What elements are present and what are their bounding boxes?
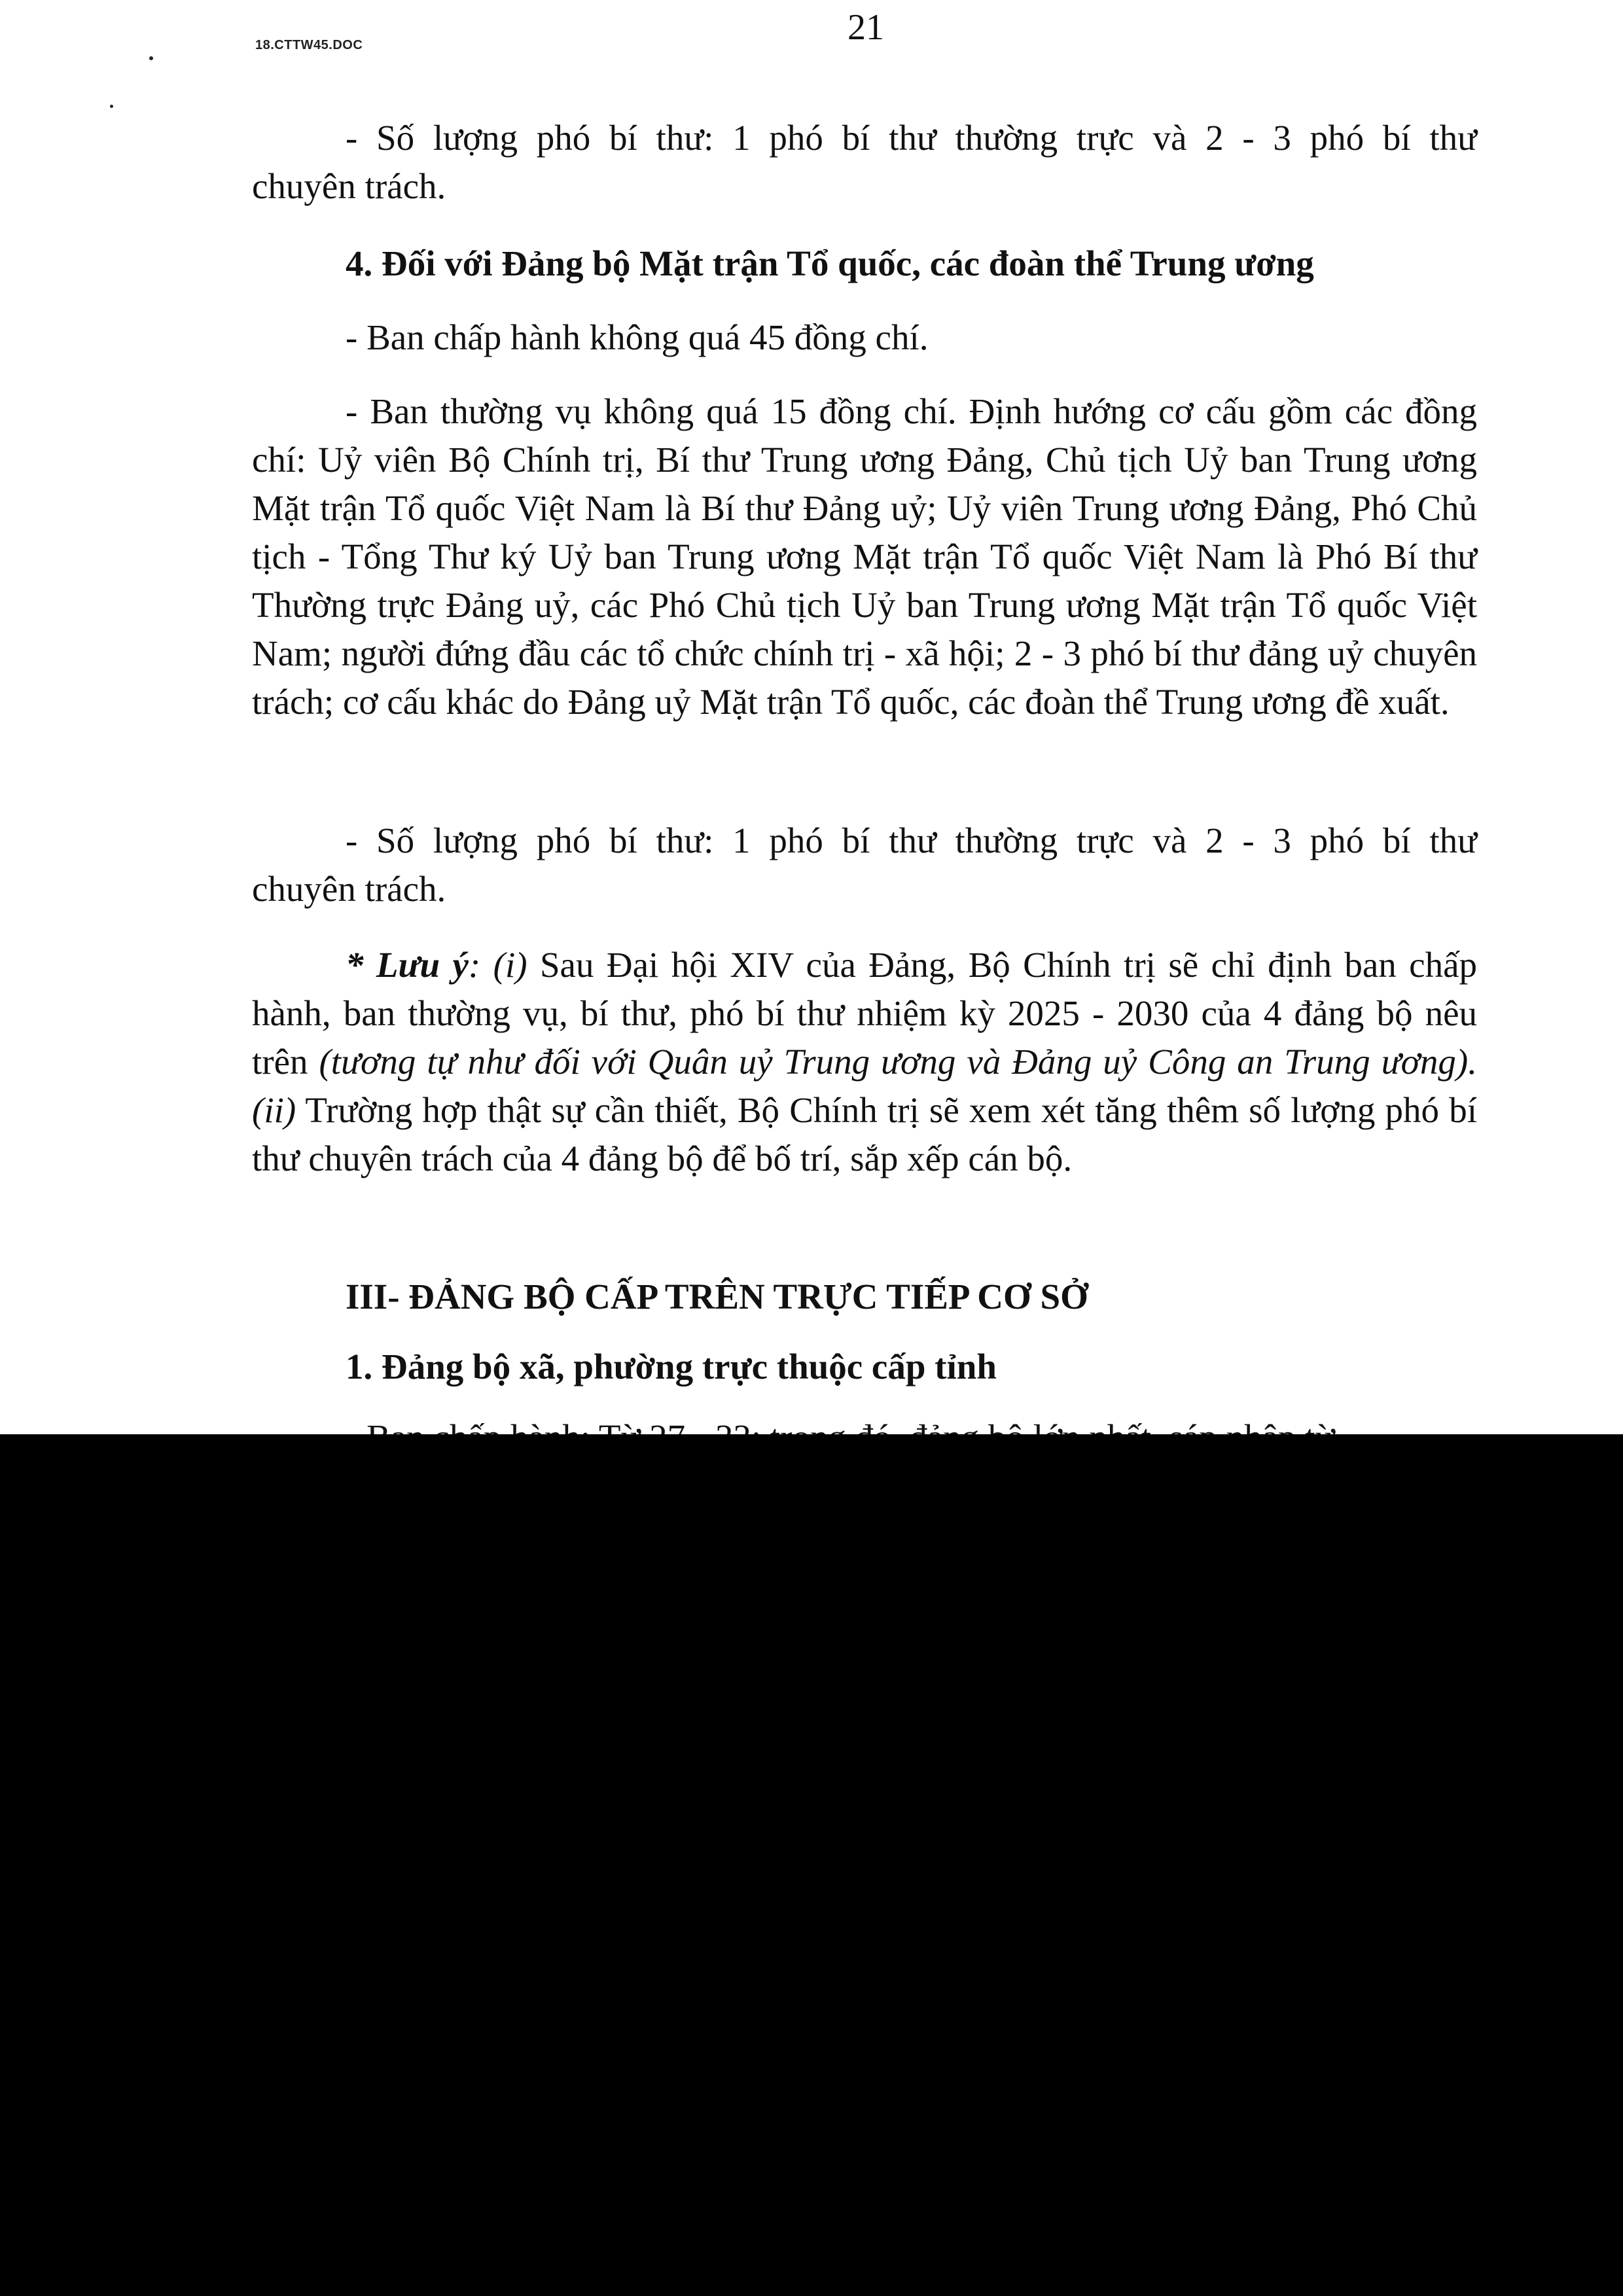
scan-speck xyxy=(110,105,113,108)
note-part-ii-text: Trường hợp thật sự cần thiết, Bộ Chính trị sẽ xem xét tăng thêm số lượng phó bí thư chuyên trách của 4 đảng bộ để bố trí, sắp xếp cán bộ. xyxy=(252,1090,1477,1178)
paragraph-line: - Số lượng phó bí thư: 1 phó bí thư thường trực và 2 - 3 phó bí thư xyxy=(346,118,1477,158)
section-heading-III: III- ĐẢNG BỘ CẤP TRÊN TRỰC TIẾP CƠ SỞ xyxy=(346,1277,1088,1316)
paragraph-line: chuyên trách. xyxy=(252,869,446,909)
note-part-i-italic: (tương tự như đối với Quân uỷ Trung ương và Đảng uỷ Công an Trung ương). xyxy=(319,1042,1478,1082)
note-label: * Lưu ý xyxy=(346,945,469,985)
section-heading-4: 4. Đối với Đảng bộ Mặt trận Tổ quốc, các đoàn thể Trung ương xyxy=(346,243,1314,283)
note-part-i-label: (i) xyxy=(493,945,527,985)
note-colon: : xyxy=(468,945,481,985)
file-code: 18.CTTW45.DOC xyxy=(255,38,363,52)
paragraph-executive-committee: - Ban chấp hành không quá 45 đồng chí. xyxy=(346,317,929,357)
paragraph-deputy-count-2 xyxy=(252,817,1477,913)
paragraph-deputy-count-1 xyxy=(252,114,1477,211)
paragraph-line: chuyên trách. xyxy=(252,166,446,206)
redaction-block xyxy=(0,1434,1623,2296)
section-heading-1: 1. Đảng bộ xã, phường trực thuộc cấp tỉnh xyxy=(346,1347,997,1386)
page-number: 21 xyxy=(847,7,884,48)
scan-speck xyxy=(149,56,153,60)
paragraph-line: - Số lượng phó bí thư: 1 phó bí thư thường trực và 2 - 3 phó bí thư xyxy=(346,821,1477,860)
paragraph-standing-committee: - Ban thường vụ không quá 15 đồng chí. Định hướng cơ cấu gồm các đồng chí: Uỷ viên Bộ Chính trị, Bí thư Trung ương Đảng, Chủ tịch Uỷ ban Trung ương Mặt trận Tổ quốc Việt Nam là Bí thư Đảng uỷ; Uỷ viên Trung ương Đảng, Phó Chủ tịch - Tổng Thư ký Uỷ ban Trung ương Mặt trận Tổ quốc Việt Nam là Phó Bí thư Thường trực Đảng uỷ, các Phó Chủ tịch Uỷ ban Trung ương Mặt trận Tổ quốc Việt Nam; người đứng đầu các tổ chức chính trị - xã hội; 2 - 3 phó bí thư đảng uỷ chuyên trách; cơ cấu khác do Đảng uỷ Mặt trận Tổ quốc, các đoàn thể Trung ương đề xuất. xyxy=(252,391,1477,722)
note-part-ii-label: (ii) xyxy=(252,1090,296,1130)
note-part-i-text: Sau Đại hội XIV của Đảng, Bộ Chính trị sẽ chỉ định ban chấp hành, ban thường vụ, bí thư, phó bí thư nhiệm kỳ 2025 - 2030 của 4 đảng bộ nêu trên xyxy=(252,945,1478,1082)
paragraph-note xyxy=(252,941,1477,1183)
